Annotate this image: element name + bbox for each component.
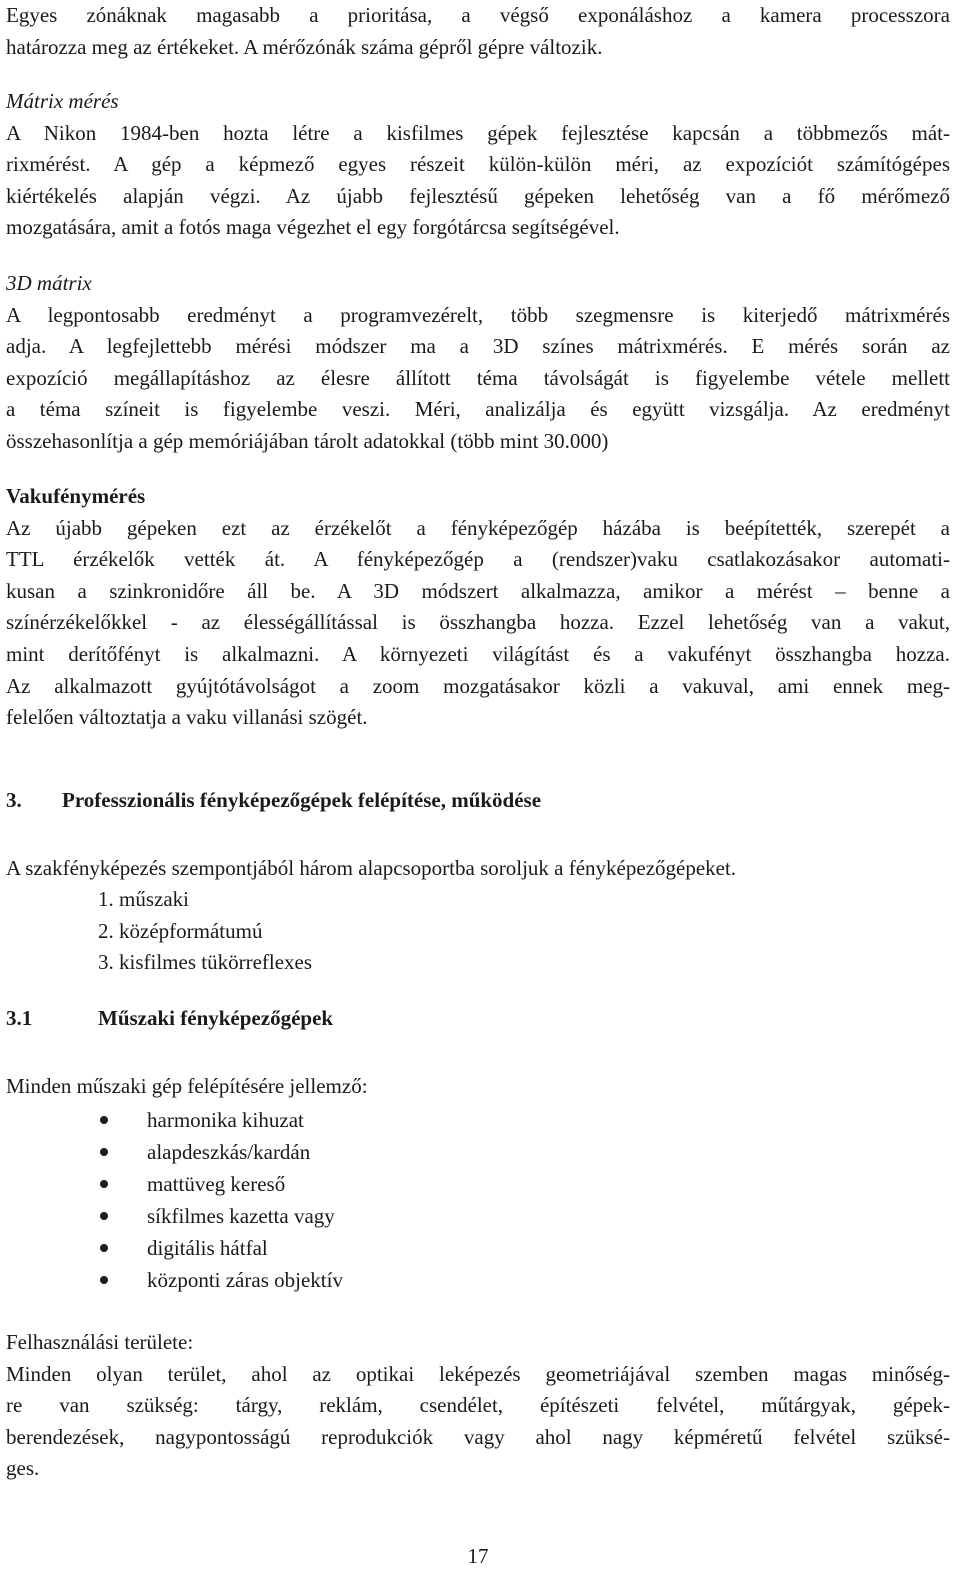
matrix-line: kiértékelés alapján végzi. Az újabb fejlesztésű gépeken lehetőség van a fő mérőmező — [6, 183, 950, 208]
intro-line: határozza meg az értékeket. A mérőzónák száma gépről gépre változik. — [6, 34, 603, 59]
matrix3d-title: 3D mátrix — [6, 271, 92, 295]
usage-section — [6, 1327, 950, 1485]
bullet-item — [6, 1104, 343, 1136]
matrix-line: rixmérést. A gép a képmező egyes részeit külön-külön méri, az expozíciót számítógépes — [6, 152, 950, 177]
section-3-heading — [6, 788, 541, 813]
flash-line: TTL érzékelők vették át. A fényképezőgép a (rendszer)vaku csatlakozásakor automati- — [6, 547, 950, 572]
section-3-title: Professzionális fényképezőgépek felépítése, működése — [62, 788, 542, 812]
bullet-text: digitális hátfal — [147, 1236, 268, 1260]
matrix-line: mozgatására, amit a fotós maga végezhet el egy forgótárcsa segítségével. — [6, 215, 620, 240]
flash-line: kusan a szinkronidőre áll be. A 3D módszert alkalmazza, amikor a mérést – benne a — [6, 578, 950, 603]
usage-line: berendezések, nagypontosságú reprodukciók vagy ahol nagy képméretű felvétel szüksé- — [6, 1424, 950, 1449]
bullet-text: harmonika kihuzat — [147, 1108, 304, 1132]
bullet-text: síkfilmes kazetta vagy — [147, 1204, 335, 1228]
matrix3d-line: A legpontosabb eredményt a programvezérelt, több szegmensre is kiterjedő mátrixmérés — [6, 302, 950, 327]
usage-line: ges. — [6, 1456, 40, 1481]
section-3-1-intro-text: Minden műszaki gép felépítésére jellemző: — [6, 1074, 368, 1098]
usage-line: re van szükség: tárgy, reklám, csendélet, építészeti felvétel, műtárgyak, gépek- — [6, 1393, 950, 1418]
bullet-text: központi záras objektív — [147, 1268, 343, 1292]
matrix-title: Mátrix mérés — [6, 89, 119, 113]
flash-title: Vakufénymérés — [6, 484, 146, 508]
matrix3d-line: expozíció megállapításhoz az élesre állított téma távolságát is figyelembe vétele mellett — [6, 365, 950, 390]
bullet-text: mattüveg kereső — [147, 1172, 286, 1196]
bullet-item — [6, 1168, 343, 1200]
flash-line: felelően változtatja a vaku villanási szögét. — [6, 705, 368, 730]
flash-line: Az újabb gépeken ezt az érzékelőt a fényképezőgép házába is beépítették, szerepét a — [6, 515, 950, 540]
camera-groups-list — [98, 884, 312, 979]
bullet-item — [6, 1200, 343, 1232]
list-item: 1. műszaki — [98, 887, 189, 911]
bullet-icon — [100, 1212, 108, 1220]
matrix3d-section — [6, 268, 950, 458]
matrix3d-line: összehasonlítja a gép memóriájában tárolt adatokkal (több mint 30.000) — [6, 428, 609, 453]
section-3-number: 3. — [6, 788, 22, 812]
section-3-intro-text: A szakfényképezés szempontjából három alapcsoportba soroljuk a fényképezőgépeket. — [6, 856, 737, 880]
bullet-icon — [100, 1180, 108, 1188]
matrix3d-line: adja. A legfejlettebb mérési módszer ma a 3D színes mátrixmérés. E mérés során az — [6, 334, 950, 359]
usage-line: Minden olyan terület, ahol az optikai leképezés geometriájával szemben magas minőség- — [6, 1361, 950, 1386]
page-number: 17 — [467, 1544, 489, 1568]
bullet-icon — [100, 1276, 108, 1284]
bullet-icon — [100, 1244, 108, 1252]
bullet-icon — [100, 1116, 108, 1124]
bullet-icon — [100, 1148, 108, 1156]
section-3-1-intro — [6, 1071, 950, 1103]
bullet-item — [6, 1264, 343, 1296]
bullet-text: alapdeszkás/kardán — [147, 1140, 311, 1164]
matrix3d-line: a téma színeit is figyelembe veszi. Méri, analizálja és együtt vizsgálja. Az eredményt — [6, 397, 950, 422]
flash-line: színérzékelőkkel - az élességállítással is összhangba hozza. Ezzel lehetőség van a vakut, — [6, 610, 950, 635]
list-item: 2. középformátumú — [98, 918, 263, 943]
bullet-item — [6, 1232, 343, 1264]
flash-section — [6, 481, 950, 734]
intro-line: Egyes zónáknak magasabb a prioritása, a végső exponáláshoz a kamera processzora — [6, 3, 950, 27]
matrix-section — [6, 86, 950, 244]
features-bullet-list — [6, 1104, 343, 1296]
section-3-1-title: Műszaki fényképezőgépek — [98, 1006, 334, 1030]
bullet-item — [6, 1136, 343, 1168]
section-3-intro — [6, 853, 950, 885]
flash-line: Az alkalmazott gyújtótávolságot a zoom mozgatásakor közli a vakuval, ami ennek meg- — [6, 673, 950, 698]
list-item: 3. kisfilmes tükörreflexes — [98, 950, 313, 975]
matrix-line: A Nikon 1984-ben hozta létre a kisfilmes gépek fejlesztése kapcsán a többmezős mát- — [6, 120, 950, 145]
intro-paragraph — [6, 0, 950, 63]
usage-title: Felhasználási területe: — [6, 1330, 194, 1354]
section-3-1-number: 3.1 — [6, 1006, 33, 1030]
flash-line: mint derítőfényt is alkalmazni. A környezeti világítást és a vakufényt összhangba hozza. — [6, 641, 950, 666]
section-3-1-heading — [6, 1006, 333, 1031]
